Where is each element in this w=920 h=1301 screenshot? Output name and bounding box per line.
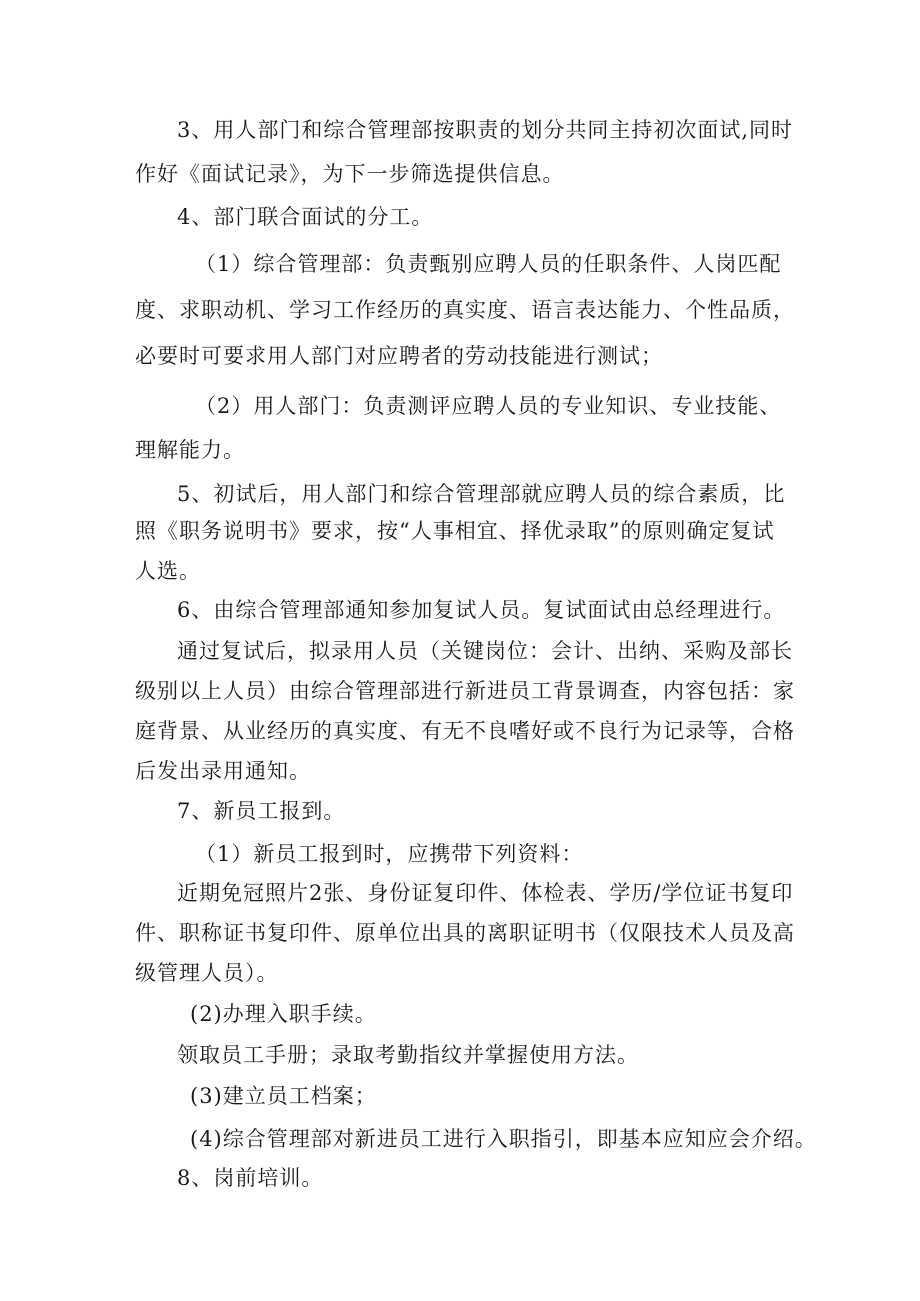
text-line: 领取员工手册；录取考勤指纹并掌握使用方法。 <box>177 1043 639 1067</box>
text-line: 作好《面试记录》，为下一步筛选提供信息。 <box>135 162 565 186</box>
text-line: 级别以上人员）由综合管理部进行新进员工背景调查，内容包括：家 <box>135 679 795 703</box>
text-line: （1）新员工报到时，应携带下列资料： <box>195 842 584 866</box>
text-line: (4)综合管理部对新进员工进行入职指引，即基本应知应会介绍。 <box>190 1127 817 1151</box>
text-line: 级管理人员）。 <box>135 961 279 985</box>
text-line: 6、由综合管理部通知参加复试人员。复试面试由总经理进行。 <box>177 598 786 622</box>
text-line: 照《职务说明书》要求，按“人事相宜、择优录取”的原则确定复试 <box>135 519 775 543</box>
text-line: （2）用人部门：负责测评应聘人员的专业知识、专业技能、 <box>195 394 782 418</box>
text-line: 理解能力。 <box>135 438 245 462</box>
text-line: 8、岗前培训。 <box>177 1166 324 1190</box>
text-line: 5、初试后，用人部门和综合管理部就应聘人员的综合素质，比 <box>177 482 786 506</box>
text-line: 近期免冠照片2张、身份证复印件、体检表、学历/学位证书复印 <box>177 881 794 905</box>
text-line: 通过复试后，拟录用人员（关键岗位：会计、出纳、采购及部长 <box>177 639 793 663</box>
text-line: (3)建立员工档案； <box>190 1084 377 1108</box>
text-line: 4、部门联合面试的分工。 <box>177 205 434 229</box>
text-line: (2)办理入职手续。 <box>190 1002 377 1026</box>
text-line: 度、求职动机、学习工作经历的真实度、语言表达能力、个性品质， <box>135 298 795 322</box>
text-line: （1）综合管理部：负责甄别应聘人员的任职条件、人岗匹配 <box>195 252 782 276</box>
text-line: 必要时可要求用人部门对应聘者的劳动技能进行测试； <box>135 344 663 368</box>
text-line: 后发出录用通知。 <box>135 759 311 783</box>
text-line: 庭背景、从业经历的真实度、有无不良嗜好或不良行为记录等，合格 <box>135 719 795 743</box>
text-line: 人选。 <box>135 559 201 583</box>
text-line: 件、职称证书复印件、原单位出具的离职证明书（仅限技术人员及高 <box>135 921 795 945</box>
text-line: 3、用人部门和综合管理部按职责的划分共同主持初次面试,同时 <box>177 118 794 142</box>
text-line: 7、新员工报到。 <box>177 799 346 823</box>
